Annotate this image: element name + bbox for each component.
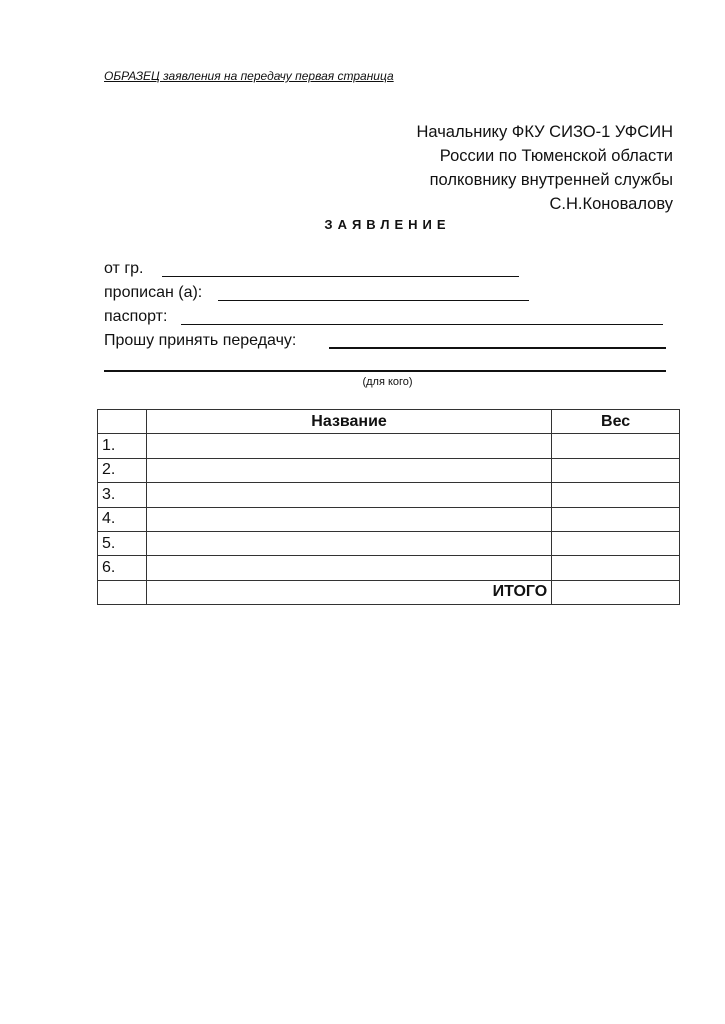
row-name-cell[interactable] xyxy=(146,434,551,458)
table-header-row xyxy=(98,410,680,434)
addressee-line: С.Н.Коновалову xyxy=(549,195,673,213)
addressee-line: Начальнику ФКУ СИЗО-1 УФСИН xyxy=(416,123,673,141)
total-value-cell[interactable] xyxy=(552,580,680,604)
table-row xyxy=(98,556,680,580)
row-weight-cell[interactable] xyxy=(552,458,680,482)
passport-label: паспорт: xyxy=(104,308,168,325)
row-weight-cell[interactable] xyxy=(552,507,680,531)
registered-blank-line[interactable] xyxy=(218,300,529,301)
table-total-row xyxy=(98,580,680,604)
addressee-line: полковнику внутренней службы xyxy=(429,171,673,189)
row-name-cell[interactable] xyxy=(146,556,551,580)
header-cell-weight: Вес xyxy=(552,410,680,434)
sample-title: ОБРАЗЕЦ заявления на передачу первая страница xyxy=(104,69,394,83)
registered-field xyxy=(104,282,202,304)
row-name-cell[interactable] xyxy=(146,507,551,531)
row-name-cell[interactable] xyxy=(146,531,551,555)
row-number: 2. xyxy=(98,458,147,482)
table-row xyxy=(98,531,680,555)
row-number: 1. xyxy=(98,434,147,458)
row-number: 6. xyxy=(98,556,147,580)
passport-field xyxy=(104,306,167,328)
table-row xyxy=(98,434,680,458)
from-field xyxy=(104,258,144,280)
row-name-cell[interactable] xyxy=(146,458,551,482)
header-cell-number xyxy=(98,410,147,434)
registered-label: прописан (а): xyxy=(104,284,203,301)
row-weight-cell[interactable] xyxy=(552,434,680,458)
passport-blank-line[interactable] xyxy=(181,324,663,325)
row-name-cell[interactable] xyxy=(146,483,551,507)
table-row xyxy=(98,483,680,507)
request-blank-line[interactable] xyxy=(329,347,666,349)
row-weight-cell[interactable] xyxy=(552,531,680,555)
from-blank-line[interactable] xyxy=(162,276,519,277)
total-label: ИТОГО xyxy=(146,580,551,604)
request-field xyxy=(104,330,296,352)
from-label: от гр. xyxy=(104,260,144,277)
goods-table xyxy=(97,409,680,605)
row-weight-cell[interactable] xyxy=(552,483,680,507)
total-empty-cell xyxy=(98,580,147,604)
addressee-block xyxy=(416,120,673,216)
request-label: Прошу принять передачу: xyxy=(104,332,297,349)
row-number: 5. xyxy=(98,531,147,555)
document-title: ЗАЯВЛЕНИЕ xyxy=(324,217,451,232)
addressee-line: России по Тюменской области xyxy=(439,147,673,165)
row-weight-cell[interactable] xyxy=(552,556,680,580)
table-row xyxy=(98,458,680,482)
table-row xyxy=(98,507,680,531)
recipient-caption: (для кого) xyxy=(362,376,413,388)
header-cell-name: Название xyxy=(146,410,551,434)
row-number: 3. xyxy=(98,483,147,507)
row-number: 4. xyxy=(98,507,147,531)
recipient-blank-line[interactable] xyxy=(104,370,666,372)
